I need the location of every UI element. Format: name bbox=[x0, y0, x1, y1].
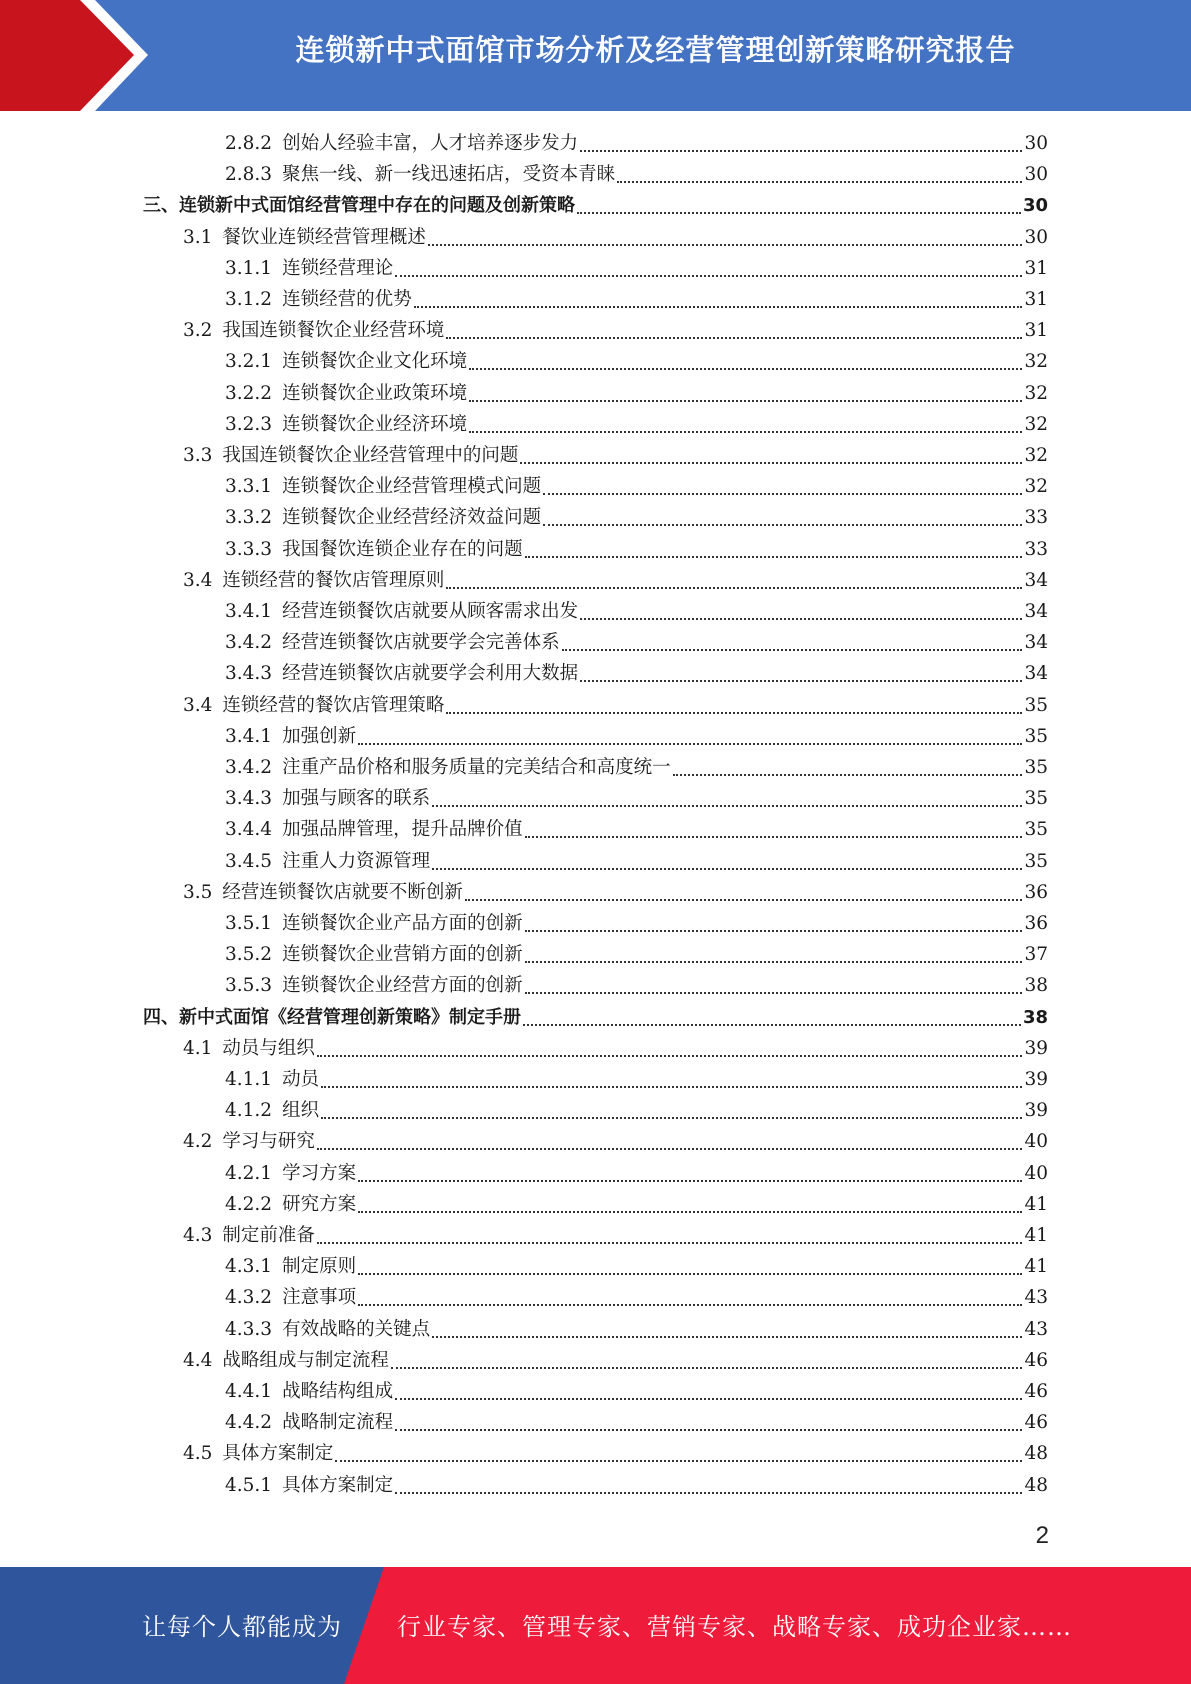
toc-entry-number: 3.3.2 bbox=[225, 507, 273, 528]
toc-entry[interactable] bbox=[225, 1282, 1048, 1313]
toc-entry[interactable] bbox=[183, 690, 1048, 721]
toc-entry-page: 30 bbox=[1022, 195, 1048, 216]
toc-entry-title: 学习方案 bbox=[282, 1163, 357, 1184]
toc-entry-title: 有效战略的关键点 bbox=[282, 1319, 431, 1340]
toc-dot-leader bbox=[525, 929, 1023, 932]
toc-dot-leader bbox=[580, 617, 1022, 620]
toc-entry-number: 4.3.2 bbox=[225, 1287, 273, 1308]
toc-entry[interactable] bbox=[225, 534, 1048, 565]
toc-entry-page: 36 bbox=[1024, 882, 1048, 903]
toc-entry-title: 连锁餐饮企业文化环境 bbox=[282, 351, 468, 372]
toc-entry[interactable] bbox=[225, 783, 1048, 814]
toc-entry-page: 34 bbox=[1024, 570, 1048, 591]
toc-entry-title: 制定原则 bbox=[282, 1256, 357, 1277]
toc-entry[interactable] bbox=[225, 658, 1048, 689]
toc-entry[interactable] bbox=[225, 284, 1048, 315]
toc-dot-leader bbox=[391, 1366, 1023, 1369]
toc-entry-page: 34 bbox=[1024, 632, 1048, 653]
toc-dot-leader bbox=[395, 1397, 1022, 1400]
toc-entry-page: 34 bbox=[1024, 601, 1048, 622]
toc-entry-title: 动员 bbox=[282, 1069, 320, 1090]
toc-dot-leader bbox=[446, 586, 1022, 589]
toc-entry[interactable] bbox=[225, 471, 1048, 502]
toc-entry-number: 4.1.2 bbox=[225, 1100, 273, 1121]
toc-entry[interactable] bbox=[225, 159, 1048, 190]
toc-entry-page: 39 bbox=[1024, 1038, 1048, 1059]
toc-entry-page: 33 bbox=[1024, 539, 1048, 560]
toc-entry-number: 3.4.4 bbox=[225, 819, 273, 840]
toc-entry-title: 具体方案制定 bbox=[282, 1475, 394, 1496]
toc-entry[interactable] bbox=[183, 440, 1048, 471]
toc-entry-page: 32 bbox=[1024, 445, 1048, 466]
toc-entry-page: 31 bbox=[1024, 320, 1048, 341]
toc-entry-number: 3.4.3 bbox=[225, 788, 273, 809]
toc-dot-leader bbox=[543, 492, 1022, 495]
toc-entry-title: 加强与顾客的联系 bbox=[282, 788, 431, 809]
toc-entry-title: 注重人力资源管理 bbox=[282, 851, 431, 872]
toc-dot-leader bbox=[543, 523, 1022, 526]
toc-entry-number: 3.4.3 bbox=[225, 663, 273, 684]
toc-entry[interactable] bbox=[183, 1345, 1048, 1376]
toc-entry-title: 战略结构组成 bbox=[282, 1381, 394, 1402]
toc-entry-title: 具体方案制定 bbox=[222, 1443, 334, 1464]
toc-entry-number: 3.5.3 bbox=[225, 975, 273, 996]
toc-entry-title: 连锁餐饮企业经营方面的创新 bbox=[282, 975, 523, 996]
toc-entry-number: 3.1 bbox=[183, 227, 213, 248]
toc-dot-leader bbox=[525, 991, 1023, 994]
toc-entry-number: 3.3.3 bbox=[225, 539, 273, 560]
toc-dot-leader bbox=[577, 211, 1021, 214]
toc-entry-page: 30 bbox=[1024, 164, 1048, 185]
toc-entry-page: 41 bbox=[1024, 1225, 1048, 1246]
toc-dot-leader bbox=[469, 430, 1022, 433]
toc-entry-title: 学习与研究 bbox=[222, 1131, 315, 1152]
toc-entry[interactable] bbox=[183, 1438, 1048, 1469]
toc-entry-page: 48 bbox=[1024, 1443, 1048, 1464]
toc-dot-leader bbox=[358, 1210, 1022, 1213]
toc-entry-page: 46 bbox=[1024, 1350, 1048, 1371]
toc-entry-page: 30 bbox=[1024, 133, 1048, 154]
toc-entry-number: 2.8.2 bbox=[225, 133, 273, 154]
toc-entry-page: 32 bbox=[1024, 414, 1048, 435]
toc-entry[interactable] bbox=[143, 1002, 1048, 1033]
toc-entry-number: 3.3.1 bbox=[225, 476, 273, 497]
toc-entry-number: 4.4.1 bbox=[225, 1381, 273, 1402]
toc-entry-title: 动员与组织 bbox=[222, 1038, 315, 1059]
toc-entry[interactable] bbox=[225, 627, 1048, 658]
toc-entry-title: 连锁餐饮企业营销方面的创新 bbox=[282, 944, 523, 965]
toc-entry[interactable] bbox=[183, 565, 1048, 596]
toc-entry-title: 我国连锁餐饮企业经营环境 bbox=[222, 320, 445, 341]
toc-entry[interactable] bbox=[225, 1314, 1048, 1345]
toc-entry-number: 3.2.2 bbox=[225, 383, 273, 404]
toc-entry[interactable] bbox=[225, 846, 1048, 877]
toc-entry[interactable] bbox=[225, 1470, 1048, 1501]
toc-entry[interactable] bbox=[183, 222, 1048, 253]
toc-entry-number: 4.3.1 bbox=[225, 1256, 273, 1277]
toc-entry-page: 32 bbox=[1024, 383, 1048, 404]
toc-entry[interactable] bbox=[225, 1251, 1048, 1282]
toc-entry-number: 4.5.1 bbox=[225, 1475, 273, 1496]
toc-entry-title: 聚焦一线、新一线迅速拓店，受资本青睐 bbox=[282, 164, 616, 185]
toc-entry-number: 4.1.1 bbox=[225, 1069, 273, 1090]
toc-entry-page: 41 bbox=[1024, 1194, 1048, 1215]
toc-dot-leader bbox=[432, 804, 1022, 807]
toc-entry-title: 连锁经营的餐饮店管理原则 bbox=[222, 570, 445, 591]
toc-entry-page: 46 bbox=[1024, 1412, 1048, 1433]
toc-dot-leader bbox=[580, 149, 1022, 152]
toc-entry-title: 连锁餐饮企业产品方面的创新 bbox=[282, 913, 523, 934]
toc-entry-page: 41 bbox=[1024, 1256, 1048, 1277]
toc-entry[interactable] bbox=[225, 409, 1048, 440]
toc-entry-number: 3.5 bbox=[183, 882, 213, 903]
toc-entry-page: 39 bbox=[1024, 1100, 1048, 1121]
toc-entry[interactable] bbox=[225, 346, 1048, 377]
toc-entry-title: 我国餐饮连锁企业存在的问题 bbox=[282, 539, 523, 560]
toc-entry-title: 我国连锁餐饮企业经营管理中的问题 bbox=[222, 445, 519, 466]
toc-entry-title: 连锁餐饮企业经济环境 bbox=[282, 414, 468, 435]
toc-entry-number: 3.2 bbox=[183, 320, 213, 341]
toc-dot-leader bbox=[446, 336, 1022, 339]
toc-entry-number: 3.4.2 bbox=[225, 632, 273, 653]
toc-dot-leader bbox=[358, 1179, 1022, 1182]
toc-entry-title: 加强创新 bbox=[282, 726, 357, 747]
toc-entry-number: 4.2.2 bbox=[225, 1194, 273, 1215]
toc-dot-leader bbox=[358, 1303, 1022, 1306]
toc-entry-number: 4.2.1 bbox=[225, 1163, 273, 1184]
toc-entry-title: 创始人经验丰富，人才培养逐步发力 bbox=[282, 133, 579, 154]
toc-entry-page: 31 bbox=[1024, 289, 1048, 310]
toc-dot-leader bbox=[395, 274, 1022, 277]
toc-entry-number: 2.8.3 bbox=[225, 164, 273, 185]
toc-entry[interactable] bbox=[183, 315, 1048, 346]
toc-entry-page: 32 bbox=[1024, 351, 1048, 372]
toc-entry-page: 46 bbox=[1024, 1381, 1048, 1402]
toc-entry-title: 组织 bbox=[282, 1100, 320, 1121]
toc-dot-leader bbox=[395, 1428, 1022, 1431]
toc-entry-number: 3.5.1 bbox=[225, 913, 273, 934]
page-footer bbox=[0, 1567, 1191, 1684]
toc-entry[interactable] bbox=[143, 190, 1048, 221]
toc-entry[interactable] bbox=[225, 908, 1048, 939]
toc-entry[interactable] bbox=[225, 1376, 1048, 1407]
toc-entry-title: 四、新中式面馆《经营管理创新策略》制定手册 bbox=[143, 1007, 521, 1028]
toc-entry-page: 32 bbox=[1024, 476, 1048, 497]
toc-dot-leader bbox=[520, 461, 1022, 464]
toc-entry-page: 40 bbox=[1024, 1163, 1048, 1184]
toc-entry[interactable] bbox=[225, 752, 1048, 783]
toc-dot-leader bbox=[562, 648, 1023, 651]
toc-entry[interactable] bbox=[225, 128, 1048, 159]
toc-entry[interactable] bbox=[183, 1033, 1048, 1064]
toc-entry-page: 43 bbox=[1024, 1287, 1048, 1308]
toc-entry-number: 3.5.2 bbox=[225, 944, 273, 965]
toc-dot-leader bbox=[432, 1335, 1022, 1338]
toc-dot-leader bbox=[525, 960, 1023, 963]
toc-entry-title: 连锁餐饮企业经营经济效益问题 bbox=[282, 507, 542, 528]
toc-dot-leader bbox=[414, 305, 1023, 308]
toc-entry-page: 38 bbox=[1024, 975, 1048, 996]
toc-entry-title: 注重产品价格和服务质量的完美结合和高度统一 bbox=[282, 757, 671, 778]
toc-entry-title: 连锁餐饮企业经营管理模式问题 bbox=[282, 476, 542, 497]
toc-entry-number: 4.4.2 bbox=[225, 1412, 273, 1433]
toc-dot-leader bbox=[317, 1054, 1023, 1057]
page-number: 2 bbox=[1035, 1522, 1049, 1549]
toc-entry-number: 3.4 bbox=[183, 695, 213, 716]
toc-entry-page: 35 bbox=[1024, 695, 1048, 716]
toc-entry-title: 注意事项 bbox=[282, 1287, 357, 1308]
toc-entry-title: 三、连锁新中式面馆经营管理中存在的问题及创新策略 bbox=[143, 195, 575, 216]
toc-dot-leader bbox=[465, 898, 1023, 901]
toc-entry[interactable] bbox=[225, 939, 1048, 970]
toc-entry[interactable] bbox=[183, 1220, 1048, 1251]
toc-entry-number: 4.5 bbox=[183, 1443, 213, 1464]
toc-entry-number: 4.3 bbox=[183, 1225, 213, 1246]
toc-dot-leader bbox=[317, 1241, 1023, 1244]
toc-entry[interactable] bbox=[225, 721, 1048, 752]
toc-dot-leader bbox=[395, 1491, 1022, 1494]
toc-entry-title: 研究方案 bbox=[282, 1194, 357, 1215]
toc-entry[interactable] bbox=[225, 1064, 1048, 1095]
toc-entry[interactable] bbox=[225, 1095, 1048, 1126]
toc-dot-leader bbox=[317, 1147, 1023, 1150]
toc-dot-leader bbox=[428, 243, 1023, 246]
footer-slogan-left: 让每个人都能成为 bbox=[142, 1613, 342, 1641]
toc-entry-page: 48 bbox=[1024, 1475, 1048, 1496]
toc-entry-page: 33 bbox=[1024, 507, 1048, 528]
toc-dot-leader bbox=[321, 1116, 1022, 1119]
toc-entry-title: 制定前准备 bbox=[222, 1225, 315, 1246]
toc-entry[interactable] bbox=[225, 1158, 1048, 1189]
toc-entry-page: 35 bbox=[1024, 757, 1048, 778]
toc-entry-number: 3.2.3 bbox=[225, 414, 273, 435]
toc-entry-title: 经营连锁餐饮店就要从顾客需求出发 bbox=[282, 601, 579, 622]
toc-entry-page: 40 bbox=[1024, 1131, 1048, 1152]
toc-entry-page: 35 bbox=[1024, 819, 1048, 840]
toc-entry-title: 经营连锁餐饮店就要不断创新 bbox=[222, 882, 463, 903]
toc-entry[interactable] bbox=[183, 877, 1048, 908]
toc-entry-number: 3.1.1 bbox=[225, 258, 273, 279]
toc-dot-leader bbox=[321, 1085, 1022, 1088]
toc-entry-page: 36 bbox=[1024, 913, 1048, 934]
toc-entry-number: 3.3 bbox=[183, 445, 213, 466]
toc-entry-number: 3.4.1 bbox=[225, 601, 273, 622]
toc-entry-title: 连锁经营理论 bbox=[282, 258, 394, 279]
toc-dot-leader bbox=[617, 180, 1022, 183]
toc-entry-title: 战略组成与制定流程 bbox=[222, 1350, 389, 1371]
toc-dot-leader bbox=[523, 1023, 1021, 1026]
toc-entry-title: 连锁餐饮企业政策环境 bbox=[282, 383, 468, 404]
toc-entry-number: 3.4.2 bbox=[225, 757, 273, 778]
toc-entry-page: 30 bbox=[1024, 227, 1048, 248]
toc-dot-leader bbox=[469, 399, 1022, 402]
toc-entry[interactable] bbox=[225, 502, 1048, 533]
toc-entry-page: 35 bbox=[1024, 726, 1048, 747]
toc-entry-title: 经营连锁餐饮店就要学会利用大数据 bbox=[282, 663, 579, 684]
toc-dot-leader bbox=[580, 679, 1022, 682]
toc-entry-number: 3.4 bbox=[183, 570, 213, 591]
toc-entry-title: 经营连锁餐饮店就要学会完善体系 bbox=[282, 632, 560, 653]
toc-entry[interactable] bbox=[225, 253, 1048, 284]
toc-entry-title: 战略制定流程 bbox=[282, 1412, 394, 1433]
toc-entry[interactable] bbox=[183, 1126, 1048, 1157]
toc-entry-number: 3.2.1 bbox=[225, 351, 273, 372]
toc-dot-leader bbox=[335, 1459, 1022, 1462]
toc-entry-number: 4.1 bbox=[183, 1038, 213, 1059]
toc-dot-leader bbox=[673, 773, 1023, 776]
toc-entry-title: 连锁经营的优势 bbox=[282, 289, 412, 310]
toc-entry-page: 37 bbox=[1024, 944, 1048, 965]
toc-entry-page: 43 bbox=[1024, 1319, 1048, 1340]
toc-entry-page: 34 bbox=[1024, 663, 1048, 684]
toc-entry-title: 餐饮业连锁经营管理概述 bbox=[222, 227, 426, 248]
toc-entry[interactable] bbox=[225, 596, 1048, 627]
toc-entry-number: 4.2 bbox=[183, 1131, 213, 1152]
toc-entry[interactable] bbox=[225, 970, 1048, 1001]
toc-entry[interactable] bbox=[225, 814, 1048, 845]
toc-dot-leader bbox=[358, 1272, 1022, 1275]
toc-entry-title: 加强品牌管理，提升品牌价值 bbox=[282, 819, 523, 840]
toc-entry-number: 4.3.3 bbox=[225, 1319, 273, 1340]
toc-dot-leader bbox=[525, 835, 1023, 838]
toc-dot-leader bbox=[525, 555, 1023, 558]
report-title: 连锁新中式面馆市场分析及经营管理创新策略研究报告 bbox=[295, 33, 1016, 67]
toc-entry-number: 4.4 bbox=[183, 1350, 213, 1371]
toc-dot-leader bbox=[432, 867, 1022, 870]
toc-entry-page: 31 bbox=[1024, 258, 1048, 279]
toc-entry-number: 3.4.1 bbox=[225, 726, 273, 747]
toc-entry-page: 35 bbox=[1024, 788, 1048, 809]
toc-entry-page: 35 bbox=[1024, 851, 1048, 872]
page-header bbox=[0, 0, 1191, 111]
toc-entry-page: 39 bbox=[1024, 1069, 1048, 1090]
toc-entry-page: 38 bbox=[1022, 1007, 1048, 1028]
toc-dot-leader bbox=[446, 711, 1022, 714]
toc-entry[interactable] bbox=[225, 378, 1048, 409]
toc-entry-title: 连锁经营的餐饮店管理策略 bbox=[222, 695, 445, 716]
footer-slogan-right: 行业专家、管理专家、营销专家、战略专家、成功企业家…… bbox=[397, 1613, 1072, 1641]
toc-entry-number: 3.1.2 bbox=[225, 289, 273, 310]
toc-dot-leader bbox=[358, 742, 1022, 745]
toc-entry[interactable] bbox=[225, 1189, 1048, 1220]
toc-entry-number: 3.4.5 bbox=[225, 851, 273, 872]
toc-entry[interactable] bbox=[225, 1407, 1048, 1438]
toc-dot-leader bbox=[469, 367, 1022, 370]
